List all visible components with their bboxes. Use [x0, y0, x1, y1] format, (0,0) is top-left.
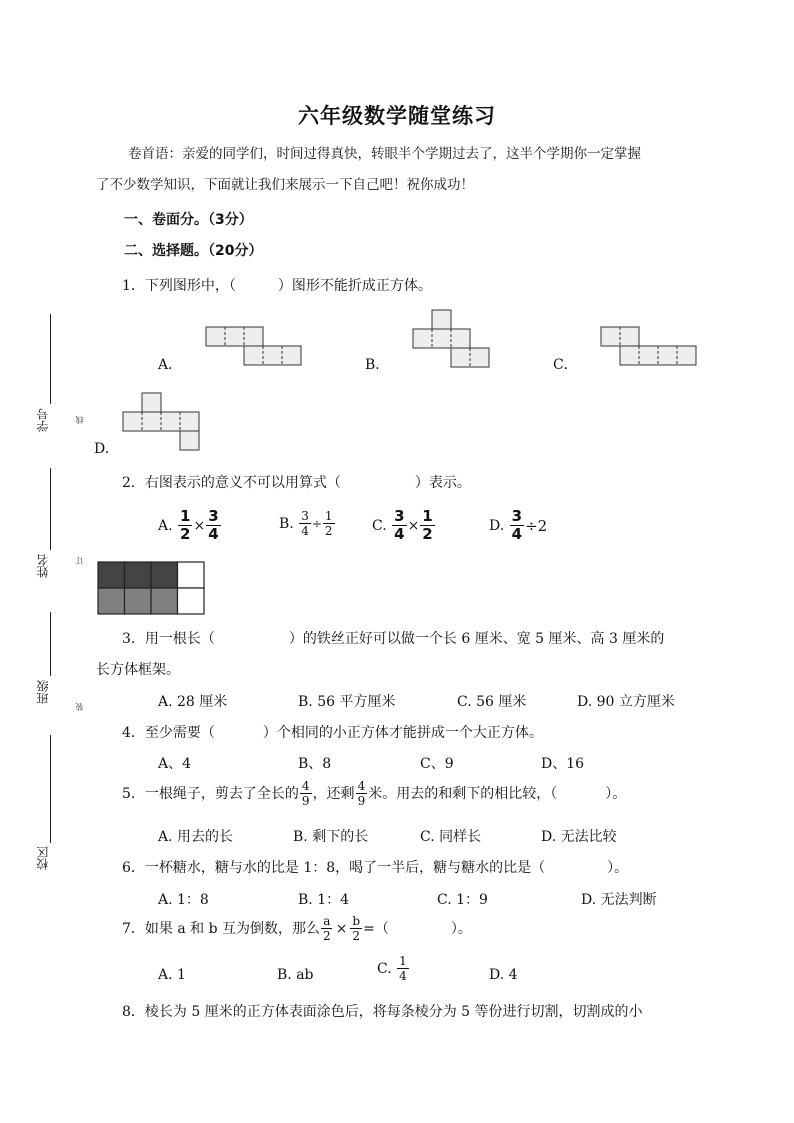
- question-1-text: ）图形不能折成正方体。: [277, 278, 432, 294]
- question-7: [122, 915, 472, 942]
- grid-cell-shaded: [98, 562, 125, 588]
- intro-line-1: 卷首语：亲爱的同学们，时间过得真快，转眼半个学期过去了，这半个学期你一定掌握: [128, 146, 641, 162]
- net-square: [413, 329, 470, 348]
- q3-option-d: D. 90 立方厘米: [577, 694, 675, 710]
- q7-option-b: B. ab: [277, 967, 314, 983]
- q4-option-a: A、4: [158, 756, 192, 772]
- operator: ×: [407, 517, 420, 534]
- question-6-text: 6．一杯糖水，糖与水的比是 1：8，喝了一半后，糖与糖水的比是（: [122, 860, 546, 876]
- question-4-text: 4．至少需要（: [122, 725, 215, 741]
- grid-cell-shaded: [98, 588, 125, 614]
- label-student-number: 学号: [36, 408, 50, 432]
- option-label: C.: [372, 517, 387, 534]
- q5-option-a: A. 用去的长: [158, 829, 234, 845]
- q2-option-d: [489, 509, 547, 542]
- binding-mark-order: 订: [75, 557, 84, 565]
- option-c-label: C．: [553, 357, 578, 373]
- grid-cell-empty: [178, 562, 205, 588]
- option-d-label: D.: [94, 441, 110, 457]
- option-label: C.: [377, 960, 392, 977]
- operator: ×: [335, 920, 348, 937]
- q3-option-b: B. 56 平方厘米: [298, 694, 396, 710]
- option-label: A.: [158, 517, 173, 534]
- q6-option-c: C. 1：9: [437, 892, 488, 908]
- q4-option-d: D、16: [541, 756, 585, 772]
- question-5-text: 5．一根绳子，剪去了全长的: [122, 785, 299, 802]
- q5-option-b: B. 剩下的长: [293, 829, 369, 845]
- net-figure-d: [118, 388, 206, 454]
- option-a-label: A．: [158, 357, 183, 373]
- question-3-text-cont: 长方体框架。: [96, 662, 180, 678]
- question-1-text: 1．下列图形中，（: [122, 278, 236, 294]
- question-2: [122, 474, 471, 492]
- question-5-text: ，还剩: [312, 785, 355, 802]
- binding-line: [50, 735, 51, 843]
- q5-option-d: D. 无法比较: [541, 829, 617, 845]
- section-1-heading: 一、卷面分。（3分）: [124, 212, 253, 228]
- section-2-heading: 二、选择题。（20分）: [124, 243, 263, 259]
- grid-cell-shaded: [125, 588, 152, 614]
- net-figure-c: [596, 320, 702, 372]
- q4-option-b: B、8: [298, 756, 332, 772]
- operator: ×: [193, 517, 206, 534]
- fraction-grid-figure: [97, 561, 207, 617]
- page-title: 六年级数学随堂练习: [298, 104, 496, 128]
- fraction: $\frac{b}{2}$: [352, 914, 361, 943]
- operator: ÷: [311, 516, 322, 531]
- fraction: $\frac{3}{4}$: [208, 507, 219, 543]
- question-1: [122, 277, 432, 295]
- question-6: [122, 859, 628, 877]
- question-3-text: 3．用一根长（: [122, 631, 215, 647]
- q3-option-a: A. 28 厘米: [158, 694, 228, 710]
- grid-cell-shaded: [151, 588, 178, 614]
- binding-mark-bind: 装: [75, 703, 84, 711]
- option-label: D.: [489, 517, 505, 534]
- net-square: [206, 327, 263, 346]
- question-8: 8．棱长为 5 厘米的正方体表面涂色后，将每条棱分为 5 等份进行切割，切割成的小: [122, 1004, 643, 1020]
- q6-option-b: B. 1：4: [298, 892, 350, 908]
- option-b-label: B．: [365, 357, 390, 373]
- q7-option-a: A. 1: [158, 967, 186, 983]
- question-5: [122, 780, 626, 807]
- question-6-text: ）。: [607, 860, 629, 876]
- question-4: [122, 724, 543, 742]
- question-7-text: =（: [363, 920, 389, 937]
- grid-cell-shaded: [151, 562, 178, 588]
- fraction: $\frac{1}{2}$: [180, 507, 191, 543]
- question-2-text: 2．右图表示的意义不可以用算式（: [122, 475, 341, 491]
- fraction: $\frac{4}{9}$: [357, 779, 366, 808]
- q2-option-b: [279, 510, 336, 537]
- fraction: $\frac{a}{2}$: [323, 914, 331, 943]
- question-7-text: 7．如果 a 和 b 互为倒数，那么: [122, 920, 321, 937]
- question-2-text: ）表示。: [414, 475, 471, 491]
- q6-option-d: D. 无法判断: [581, 892, 657, 908]
- q5-option-c: C. 同样长: [420, 829, 482, 845]
- question-7-text: ）。: [450, 920, 472, 937]
- fraction: $\frac{3}{4}$: [301, 509, 309, 538]
- net-square: [180, 431, 199, 450]
- label-class: 班级: [36, 680, 50, 704]
- intro-line-2: 了不少数学知识，下面就让我们来展示一下自己吧！祝你成功！: [96, 177, 474, 193]
- fraction: $\frac{3}{4}$: [511, 507, 523, 543]
- fraction: $\frac{1}{4}$: [399, 954, 407, 983]
- q2-option-a: [158, 509, 222, 542]
- net-figure-a: [200, 320, 310, 372]
- q7-option-d: D. 4: [489, 967, 518, 983]
- question-5-text: 米。用去的和剩下的相比较，（: [368, 785, 558, 802]
- q3-option-c: C. 56 厘米: [457, 694, 527, 710]
- question-4-text: ）个相同的小正方体才能拼成一个大正方体。: [262, 725, 543, 741]
- net-square: [142, 393, 161, 412]
- label-campus: 校区: [36, 846, 50, 870]
- binding-line: [50, 314, 51, 404]
- option-label: B.: [279, 515, 294, 532]
- fraction: $\frac{3}{4}$: [394, 507, 405, 543]
- binding-mark-line: 线: [75, 416, 84, 424]
- q7-option-c: [377, 955, 410, 982]
- binding-line: [50, 468, 51, 550]
- q2-option-c: [372, 509, 436, 542]
- q6-option-a: A. 1：8: [158, 892, 209, 908]
- question-3-text: ）的铁丝正好可以做一个长 6 厘米、宽 5 厘米、高 3 厘米的: [288, 631, 665, 647]
- grid-cell-empty: [178, 588, 205, 614]
- grid-cell-shaded: [125, 562, 152, 588]
- net-figure-b: [408, 306, 496, 372]
- fraction: $\frac{4}{9}$: [301, 779, 310, 808]
- net-square: [432, 310, 451, 329]
- binding-line: [50, 612, 51, 676]
- label-name: 姓名: [36, 554, 50, 578]
- fraction: $\frac{1}{2}$: [422, 507, 433, 543]
- net-square: [244, 346, 301, 365]
- operator: ÷2: [525, 516, 548, 535]
- question-3: [122, 630, 664, 648]
- q4-option-c: C、9: [420, 756, 454, 772]
- question-5-text: ）。: [605, 785, 627, 802]
- fraction: $\frac{1}{2}$: [324, 509, 333, 538]
